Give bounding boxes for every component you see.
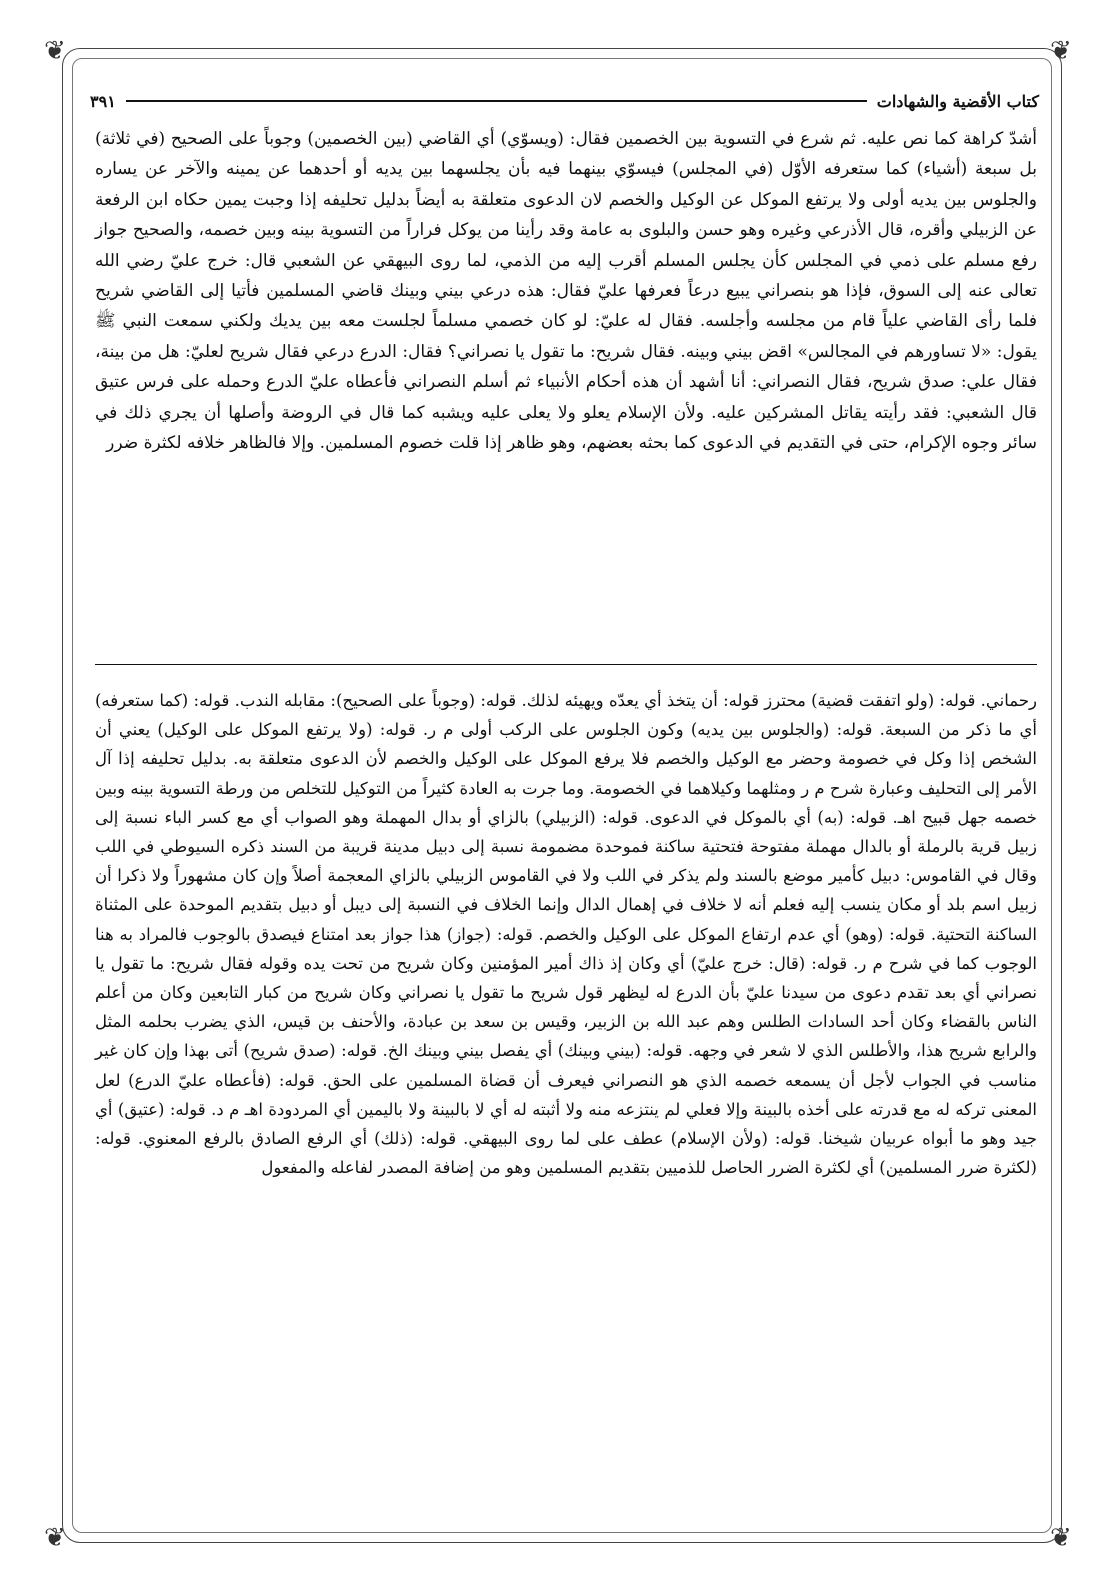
corner-ornament-top-right: ❦ (1050, 36, 1072, 66)
corner-ornament-bottom-left: ❦ (44, 1523, 66, 1553)
page-number: ٣٩١ (90, 91, 116, 111)
footnote-separator (95, 664, 1037, 665)
running-title: كتاب الأقضية والشهادات (876, 91, 1039, 111)
header-rule (126, 100, 867, 102)
main-text-block (95, 124, 1037, 458)
main-paragraph: أشدّ كراهة كما نص عليه. ثم شرع في التسوية بين الخصمين فقال: (ويسوّي) أي القاضي (بين الخصمين) وجوباً على الصحيح (في ثلاثة) بل سبعة (أشياء) كما ستعرفه الأوّل (في المجلس) فيسوّي بينهما فيه بأن يجلسهما بين يديه أو أحدهما عن يمينه والآخر عن يساره والجلوس بين يديه أولى ولا يرتفع الموكل عن الوكيل والخصم لان الدعوى متعلقة به أيضاً بدليل تحليفه إذا وجبت يمين حكاه ابن الرفعة عن الزبيلي وأقره، قال الأذرعي وغيره وهو حسن والبلوى به عامة وقد رأينا من يوكل فراراً من التسوية بينه وبين خصمه، والصحيح جواز رفع مسلم على ذمي في المجلس كأن يجلس المسلم أقرب إليه من الذمي، لما روى البيهقي عن الشعبي قال: خرج عليّ رضي الله تعالى عنه إلى السوق، فإذا هو بنصراني يبيع درعاً فعرفها عليّ فقال: هذه درعي بيني وبينك قاضي المسلمين فأتيا إلى القاضي شريح فلما رأى القاضي علياً قام من مجلسه وأجلسه. فقال له عليّ: لو كان خصمي مسلماً لجلست معه بين يديك ولكني سمعت النبي ﷺ يقول: «لا تساورهم في المجالس» اقض بيني وبينه. فقال شريح: ما تقول يا نصراني؟ فقال: الدرع درعي فقال شريح لعليّ: هل من بينة، فقال علي: صدق شريح، فقال النصراني: أنا أشهد أن هذه أحكام الأنبياء ثم أسلم النصراني فأعطاه عليّ الدرع وحمله على فرس عتيق قال الشعبي: فقد رأيته يقاتل المشركين عليه. ولأن الإسلام يعلو ولا يعلى عليه ويشبه كما قال في الروضة وأصلها أن يجري ذلك في سائر وجوه الإكرام، حتى في التقديم في الدعوى كما بحثه بعضهم، وهو ظاهر إذا قلت خصوم المسلمين. وإلا فالظاهر خلافه لكثرة ضرر (95, 129, 1038, 454)
page-header (90, 86, 1039, 116)
corner-ornament-bottom-right: ❦ (1050, 1523, 1072, 1553)
footnote-paragraph: رحماني. قوله: (ولو اتفقت قضية) محترز قوله: أن يتخذ أي يعدّه ويهيئه لذلك. قوله: (وجوباً على الصحيح): مقابله الندب. قوله: (كما ستعرفه) أي ما ذكر من السبعة. قوله: (والجلوس بين يديه) وكون الجلوس على الركب أولى م ر. قوله: (ولا يرتفع الموكل على الوكيل) يعني أن الشخص إذا وكل في خصومة وحضر مع الوكيل والخصم فلا يرفع الموكل على الوكيل والخصم لأن الدعوى متعلقة به. بدليل تحليفه إذا آل الأمر إلى التحليف وعبارة شرح م ر ومثلهما وكيلاهما في الخصومة. وما جرت به العادة كثيراً من التوكيل للتخلص من ورطة التسوية بينه وبين خصمه جهل قبيح اهـ. قوله: (به) أي بالموكل في الدعوى. قوله: (الزبيلي) بالزاي أو بدال المهملة وهو الصواب أي مع كسر الباء نسبة إلى زبيل قرية بالرملة أو بالدال مهملة مفتوحة فتحتية ساكنة فموحدة مضمومة نسبة إلى دبيل مدينة قريبة من السند ذكره السيوطي في اللب وقال في القاموس: دبيل كأمير موضع بالسند ولم يذكر في اللب ولا في القاموس الزبيلي بالزاي المعجمة أصلاً وإن كان مشهوراً ولا ذكرا أن زبيل اسم بلد أو مكان ينسب إليه فعلم أنه لا خلاف في إهمال الدال وإنما الخلاف في النسبة إلى ديبل أو دبيل بتقديم الموحدة على المثناة الساكنة التحتية. قوله: (وهو) أي عدم ارتفاع الموكل على الوكيل والخصم. قوله: (جواز) هذا جواز بعد امتناع فيصدق بالوجوب فالمراد به هنا الوجوب كما في شرح م ر. قوله: (قال: خرج عليّ) أي وكان إذ ذاك أمير المؤمنين وكان شريح من تحت يده وقوله فقال شريح: ما تقول يا نصراني أي بعد تقدم دعوى من سيدنا عليّ بأن الدرع له ليظهر قول شريح ما تقول يا نصراني وكان شريح من كبار التابعين وكان من أعلم الناس بالقضاء وكان أحد السادات الطلس وهم عبد الله بن الزبير، وقيس بن سعد بن عبادة، والأحنف بن قيس، الذي يضرب بحلمه المثل والرابع شريح هذا، والأطلس الذي لا شعر في وجهه. قوله: (بيني وبينك) أي يفصل بيني وبينك الخ. قوله: (صدق شريح) أتى بهذا وإن كان غير مناسب في الجواب لأجل أن يسمعه خصمه الذي هو النصراني فيعرف أن قضاة المسلمين على الحق. قوله: (فأعطاه عليّ الدرع) لعل المعنى تركه له مع قدرته على أخذه بالبينة وإلا فعلي لم ينتزعه منه ولا أثبته له أي لا بالبينة ولا باليمين أي المردودة اهـ م د. قوله: (عتيق) أي جيد وهو ما أبواه عربيان شيخنا. قوله: (ولأن الإسلام) عطف على لما روى البيهقي. قوله: (ذلك) أي الرفع الصادق بالرفع المعنوي. قوله: (لكثرة ضرر المسلمين) أي لكثرة الضرر الحاصل للذميين بتقديم المسلمين وهو من إضافة المصدر لفاعله والمفعول (95, 691, 1037, 1178)
footnotes-block (95, 686, 1037, 1182)
corner-ornament-top-left: ❦ (44, 36, 66, 66)
